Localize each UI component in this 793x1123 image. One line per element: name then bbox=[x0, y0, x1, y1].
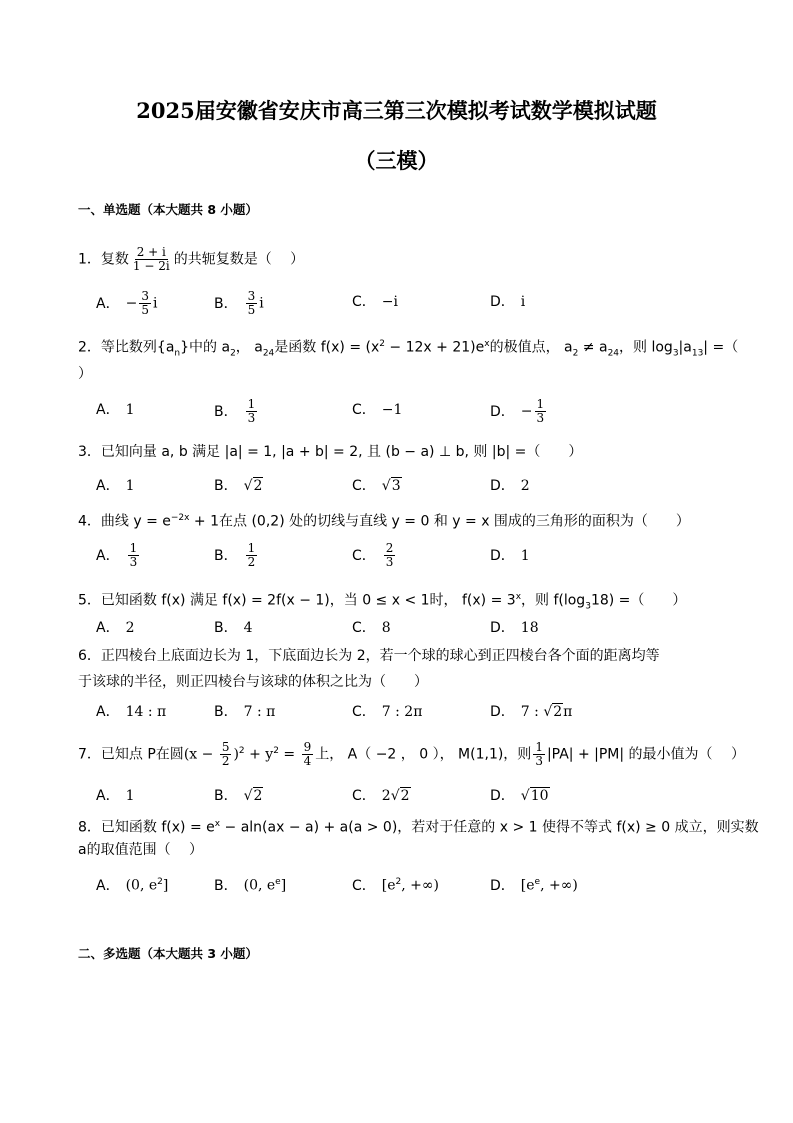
option-fraction bbox=[128, 542, 140, 569]
question-8-option-d[interactable] bbox=[490, 872, 578, 896]
question-7-option-c[interactable] bbox=[352, 786, 411, 806]
subscript: 3 bbox=[585, 601, 591, 612]
radicand: 2 bbox=[253, 478, 263, 494]
option-value: 14 : π bbox=[125, 704, 167, 720]
question-1-option-a[interactable] bbox=[96, 290, 157, 317]
text: 7．已知点 P在圆 bbox=[78, 746, 184, 763]
sqrt-symbol: √3 bbox=[381, 478, 401, 494]
option-label: B． bbox=[214, 620, 238, 636]
option-value: 7 : π bbox=[243, 704, 276, 720]
text: (x − bbox=[183, 746, 218, 763]
superscript: e bbox=[275, 877, 281, 887]
text: ， a bbox=[235, 339, 263, 356]
text: ) bbox=[233, 746, 239, 763]
option-label: C． bbox=[352, 547, 376, 564]
option-label: C． bbox=[352, 294, 376, 310]
fraction-denominator: 3 bbox=[129, 555, 138, 569]
superscript: 2 bbox=[395, 877, 402, 887]
question-6-line-2: 于该球的半径，则正四棱台与该球的体积之比为（ ） bbox=[78, 674, 428, 690]
sqrt-symbol: √2 bbox=[543, 704, 563, 720]
text: − aln(ax − a) + a(a > 0)，若对于任意的 x > 1 使得不等式 f(x) ≥ 0 成立，则实数 bbox=[220, 819, 759, 836]
fraction-numerator: 9 bbox=[303, 740, 312, 755]
option-label: D． bbox=[490, 478, 515, 494]
text: ，则 f(log bbox=[521, 592, 586, 609]
option-fraction bbox=[246, 542, 258, 569]
fraction-numerator: 1 bbox=[247, 397, 256, 411]
subscript: 13 bbox=[691, 348, 704, 359]
option-label: D． bbox=[490, 548, 515, 564]
question-5-option-b[interactable] bbox=[214, 618, 253, 638]
option-suffix: i bbox=[259, 295, 264, 312]
question-3-option-b[interactable] bbox=[214, 476, 263, 496]
sqrt-symbol: √2 bbox=[390, 788, 410, 804]
option-value: 1 bbox=[520, 548, 530, 564]
text: + y bbox=[244, 746, 274, 763]
question-3-option-d[interactable] bbox=[490, 476, 530, 496]
question-7-option-d[interactable] bbox=[490, 786, 550, 806]
question-4 bbox=[78, 508, 690, 532]
text: 2．等比数列{a bbox=[78, 339, 175, 356]
option-value: i bbox=[520, 294, 526, 310]
option-label: B． bbox=[214, 547, 238, 564]
option-value: [e bbox=[520, 877, 535, 894]
fraction-denominator: 4 bbox=[303, 754, 312, 769]
sqrt-symbol: √10 bbox=[520, 788, 549, 804]
text: 的极值点， a bbox=[489, 339, 573, 356]
question-8-line-1 bbox=[78, 814, 759, 838]
text: 8．已知函数 f(x) = e bbox=[78, 819, 215, 836]
option-value: −i bbox=[381, 294, 398, 310]
question-1-suffix: 的共轭复数是（ ） bbox=[173, 251, 305, 268]
option-label: D． bbox=[490, 294, 515, 310]
text: 5．已知函数 f(x) 满足 f(x) = 2f(x − 1)，当 0 ≤ x < 1时， f(x) = 3 bbox=[78, 592, 516, 609]
option-suffix: ] bbox=[162, 877, 169, 894]
option-label: C． bbox=[352, 620, 376, 636]
option-suffix: ] bbox=[280, 877, 287, 894]
option-label: A． bbox=[96, 547, 120, 564]
fraction-numerator: 1 bbox=[535, 740, 543, 755]
text: 18) =（ ） bbox=[590, 592, 687, 609]
question-5-option-c[interactable] bbox=[352, 618, 391, 638]
section-heading-multiple-choice: 二、多选题（本大题共 3 小题） bbox=[78, 946, 258, 961]
text: − 12x + 21)e bbox=[384, 339, 485, 356]
question-5-option-d[interactable] bbox=[490, 618, 539, 638]
fraction-denominator: 3 bbox=[536, 411, 545, 425]
option-value: [e bbox=[381, 877, 396, 894]
option-label: A． bbox=[96, 788, 120, 804]
option-fraction bbox=[384, 542, 396, 569]
option-label: C． bbox=[352, 788, 376, 804]
option-label: A． bbox=[96, 704, 120, 720]
question-6-option-b[interactable] bbox=[214, 702, 275, 722]
fraction-denominator: 5 bbox=[247, 303, 256, 317]
superscript: x bbox=[515, 592, 522, 602]
fraction-denominator: 5 bbox=[141, 303, 149, 317]
option-label: D． bbox=[490, 788, 515, 804]
question-5-option-a[interactable] bbox=[96, 618, 135, 638]
superscript: 2 bbox=[379, 339, 385, 349]
subscript: 2 bbox=[572, 348, 579, 359]
question-4-option-d[interactable] bbox=[490, 546, 530, 566]
question-1-option-b[interactable] bbox=[214, 290, 264, 317]
question-1-option-d[interactable] bbox=[490, 292, 525, 312]
question-1-fraction bbox=[131, 246, 172, 273]
option-label: B． bbox=[214, 877, 238, 894]
question-4-option-a[interactable] bbox=[96, 542, 141, 569]
question-6-option-d[interactable] bbox=[490, 702, 572, 722]
option-label: D． bbox=[490, 877, 515, 894]
superscript: 2 bbox=[157, 877, 163, 887]
question-7-option-b[interactable] bbox=[214, 786, 263, 806]
question-6-option-c[interactable] bbox=[352, 702, 422, 722]
option-suffix: , +∞) bbox=[401, 877, 440, 894]
option-value: 2 bbox=[381, 788, 391, 804]
option-label: C． bbox=[352, 478, 376, 494]
option-value: 4 bbox=[243, 620, 253, 636]
subscript: 24 bbox=[607, 348, 620, 359]
fraction-denominator: 3 bbox=[535, 754, 543, 769]
text: |a bbox=[678, 339, 692, 356]
option-sign: − bbox=[520, 403, 533, 420]
option-label: A． bbox=[96, 402, 120, 418]
question-2 bbox=[78, 334, 738, 363]
question-8-option-c[interactable] bbox=[352, 872, 439, 896]
subscript: n bbox=[174, 348, 181, 359]
question-3-option-a[interactable] bbox=[96, 476, 135, 496]
option-value: −1 bbox=[381, 402, 403, 418]
option-value: 18 bbox=[520, 620, 539, 636]
fraction-numerator: 5 bbox=[221, 740, 230, 755]
question-3-option-c[interactable] bbox=[352, 476, 402, 496]
option-label: C． bbox=[352, 877, 376, 894]
radicand: 2 bbox=[253, 788, 263, 804]
question-7 bbox=[78, 741, 745, 768]
question-2-option-d[interactable] bbox=[490, 398, 548, 425]
superscript: e bbox=[534, 877, 541, 887]
option-fraction bbox=[535, 398, 547, 425]
option-suffix: π bbox=[563, 704, 573, 720]
subscript: 3 bbox=[672, 348, 679, 359]
option-value: 8 bbox=[381, 620, 391, 636]
option-suffix: i bbox=[152, 295, 158, 312]
option-label: A． bbox=[96, 620, 120, 636]
text: ≠ a bbox=[578, 339, 608, 356]
text: 4．曲线 y = e bbox=[78, 513, 171, 530]
fraction bbox=[533, 741, 545, 768]
superscript: 2 bbox=[273, 746, 279, 756]
sqrt-symbol: √2 bbox=[243, 788, 263, 804]
question-7-option-a[interactable] bbox=[96, 786, 135, 806]
question-2-line-2: ） bbox=[78, 366, 92, 382]
fraction-denominator: 1 − 2i bbox=[132, 259, 170, 273]
radicand: 10 bbox=[530, 788, 549, 804]
question-1-prefix: 1．复数 bbox=[78, 251, 129, 268]
fraction bbox=[302, 741, 314, 768]
option-fraction bbox=[246, 398, 258, 425]
option-label: A． bbox=[96, 478, 120, 494]
superscript: 2 bbox=[238, 746, 245, 756]
option-fraction bbox=[139, 290, 151, 317]
radicand: 2 bbox=[400, 788, 410, 804]
page-title: 2025届安徽省安庆市高三第三次模拟考试数学模拟试题 bbox=[136, 98, 657, 123]
superscript: x bbox=[484, 339, 490, 349]
option-label: B． bbox=[214, 704, 238, 720]
option-value: 7 : bbox=[520, 704, 544, 720]
option-label: D． bbox=[490, 704, 515, 720]
option-label: B． bbox=[214, 788, 238, 804]
question-1 bbox=[78, 246, 304, 273]
option-label: A． bbox=[96, 295, 120, 312]
option-label: A． bbox=[96, 877, 120, 894]
radicand: 3 bbox=[391, 478, 401, 494]
question-2-option-c[interactable] bbox=[352, 400, 402, 420]
fraction-numerator: 2 bbox=[385, 541, 394, 555]
question-4-option-c[interactable] bbox=[352, 542, 397, 569]
text: }中的 a bbox=[180, 339, 231, 356]
subscript: 2 bbox=[230, 348, 236, 359]
fraction-numerator: 2 + i bbox=[136, 245, 166, 259]
page-subtitle: （三模） bbox=[354, 148, 439, 173]
radicand: 2 bbox=[553, 704, 563, 720]
fraction-denominator: 2 bbox=[247, 555, 256, 569]
option-label: C． bbox=[352, 402, 376, 418]
question-8-option-b[interactable] bbox=[214, 872, 286, 896]
option-value: 1 bbox=[125, 402, 135, 418]
subscript: 24 bbox=[262, 348, 275, 359]
question-3: 3．已知向量 a, b 满足 |a| = 1, |a + b| = 2, 且 (b − a) ⊥ b, 则 |b| =（ ） bbox=[78, 444, 583, 460]
question-1-option-c[interactable] bbox=[352, 292, 398, 312]
fraction-denominator: 3 bbox=[385, 555, 394, 569]
text: |PA| + |PM| 的最小值为（ ） bbox=[546, 746, 745, 763]
option-value: 7 : 2π bbox=[381, 704, 423, 720]
option-value: 2 bbox=[520, 478, 530, 494]
question-4-option-b[interactable] bbox=[214, 542, 259, 569]
sqrt-symbol: √2 bbox=[243, 478, 263, 494]
fraction-denominator: 2 bbox=[221, 754, 230, 769]
text: ，则 log bbox=[619, 339, 673, 356]
option-suffix: , +∞) bbox=[540, 877, 578, 894]
fraction-numerator: 1 bbox=[247, 541, 256, 555]
question-6-option-a[interactable] bbox=[96, 702, 166, 722]
option-label: C． bbox=[352, 704, 376, 720]
fraction-denominator: 3 bbox=[247, 411, 256, 425]
fraction bbox=[220, 741, 232, 768]
option-label: B． bbox=[214, 295, 238, 312]
option-value: 1 bbox=[125, 478, 135, 494]
option-label: D． bbox=[490, 403, 515, 420]
text: + 1在点 (0,2) 处的切线与直线 y = 0 和 y = x 围成的三角形的面积为（ ） bbox=[189, 513, 690, 530]
fraction-numerator: 3 bbox=[141, 289, 149, 303]
text: 是函数 f(x) = (x bbox=[274, 339, 380, 356]
section-heading-single-choice: 一、单选题（本大题共 8 小题） bbox=[78, 202, 258, 217]
question-2-option-a[interactable] bbox=[96, 400, 135, 420]
option-value: 1 bbox=[125, 788, 135, 804]
question-2-option-b[interactable] bbox=[214, 398, 259, 425]
superscript: x bbox=[214, 819, 221, 829]
option-sign: − bbox=[125, 295, 138, 312]
superscript: −2x bbox=[170, 513, 190, 523]
option-label: B． bbox=[214, 403, 238, 420]
option-value: (0, e bbox=[243, 877, 276, 894]
text: | =（ bbox=[703, 339, 739, 356]
option-fraction bbox=[246, 290, 258, 317]
question-5 bbox=[78, 587, 686, 616]
option-value: (0, e bbox=[125, 877, 158, 894]
text: 上， A（ −2 ， 0 ）， M(1,1)，则 bbox=[315, 746, 532, 763]
text: = bbox=[278, 746, 300, 763]
fraction-numerator: 1 bbox=[536, 397, 545, 411]
question-8-line-2: a的取值范围（ ） bbox=[78, 842, 204, 858]
fraction-numerator: 1 bbox=[129, 541, 138, 555]
option-value: 2 bbox=[125, 620, 135, 636]
option-label: D． bbox=[490, 620, 515, 636]
option-label: B． bbox=[214, 478, 238, 494]
question-6-line-1: 6．正四棱台上底面边长为 1，下底面边长为 2，若一个球的球心到正四棱台各个面的距离均等 bbox=[78, 648, 660, 664]
fraction-numerator: 3 bbox=[247, 289, 256, 303]
question-8-option-a[interactable] bbox=[96, 872, 168, 896]
